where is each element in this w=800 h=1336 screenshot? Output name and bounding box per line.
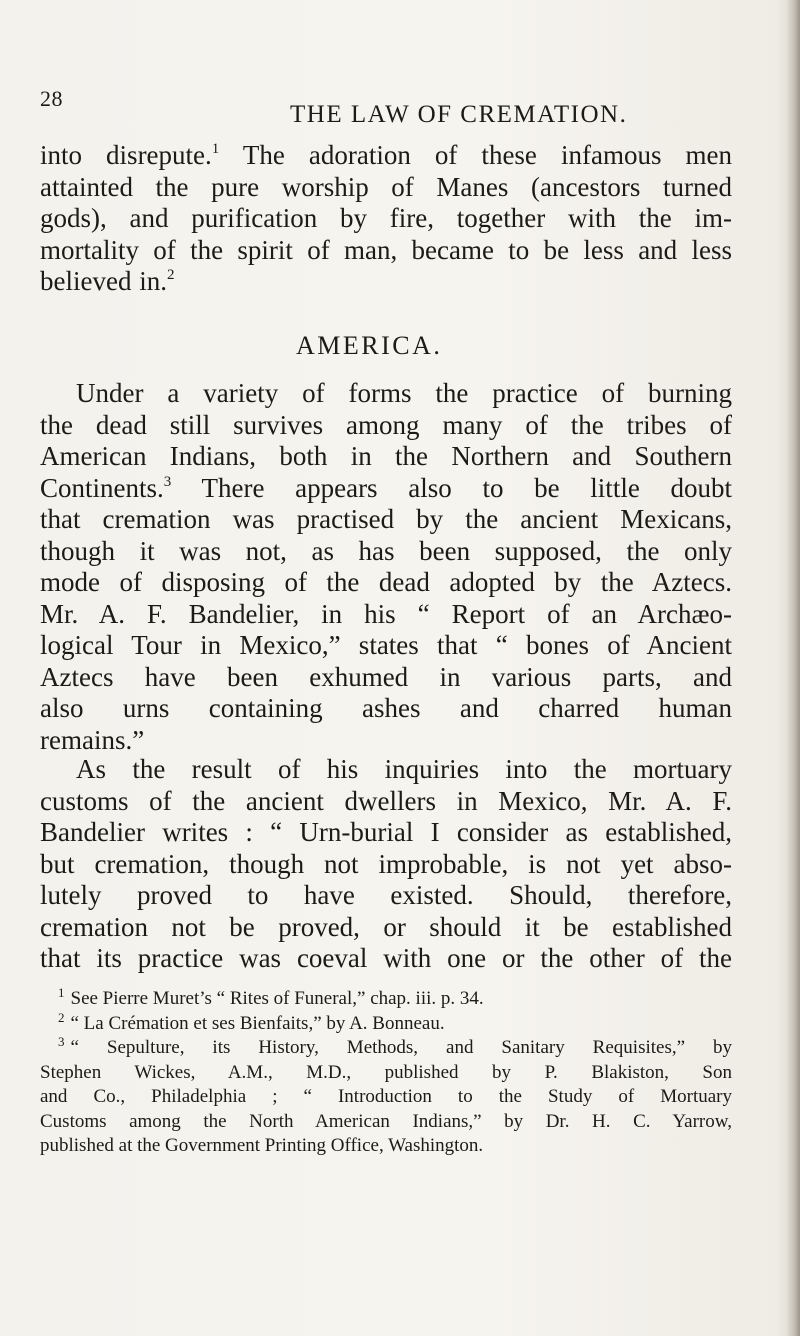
footnote-ref: 1 bbox=[211, 141, 220, 157]
footnote-3-line: published at the Government Printing Office, Washington. bbox=[40, 1135, 484, 1156]
text-line: remains.” bbox=[40, 724, 145, 755]
text-line: Continents.$^3$ There appears also to be little doubt bbox=[40, 472, 732, 503]
footnote-3-line: Customs among the North American Indians,” by Dr. H. C. Yarrow, bbox=[40, 1110, 732, 1132]
text-line: Bandelier writes : “ Urn-burial I consider as established, bbox=[40, 817, 732, 847]
footnote-3-line: Stephen Wickes, A.M., M.D., published by P. Blakiston, Son bbox=[40, 1061, 732, 1083]
text-line: logical Tour in Mexico,” states that “ bones of Ancient bbox=[40, 630, 732, 660]
text-line: though it was not, as has been supposed, the only bbox=[40, 535, 732, 566]
section-heading: AMERICA. bbox=[296, 331, 443, 360]
footnote-3-line: and Co., Philadelphia ; “ Introduction to the Study of Mortuary bbox=[40, 1086, 732, 1107]
running-title: THE LAW OF CREMATION. bbox=[290, 101, 628, 128]
text-line: but cremation, though not improbable, is not yet abso- bbox=[40, 848, 732, 879]
page-number: 28 bbox=[40, 86, 63, 111]
footnote-ref: 3 bbox=[163, 473, 172, 490]
text-line: that cremation was practised by the ancient Mexicans, bbox=[40, 504, 732, 534]
footnote-ref: 2 bbox=[166, 267, 175, 283]
text-line: cremation not be proved, or should it be established bbox=[40, 911, 732, 942]
text-line: customs of the ancient dwellers in Mexico, Mr. A. F. bbox=[40, 785, 732, 816]
paragraph-intro bbox=[40, 140, 732, 298]
text-line: As the result of his inquiries into the mortuary bbox=[76, 754, 732, 784]
text-line: also urns containing ashes and charred human bbox=[40, 693, 732, 723]
text-line: Aztecs have been exhumed in various parts, and bbox=[40, 661, 732, 692]
text-line: Mr. A. F. Bandelier, in his “ Report of an Archæo- bbox=[40, 598, 732, 629]
text-line: the dead still survives among many of the tribes of bbox=[40, 409, 732, 440]
text-line: Under a variety of forms the practice of burning bbox=[76, 378, 732, 408]
footnote-2: $^2$ “ La Crémation et ses Bienfaits,” by A. Bonneau. bbox=[58, 1009, 445, 1034]
text-line: attainted the pure worship of Manes (ancestors turned bbox=[40, 171, 732, 202]
paragraph-bandelier bbox=[40, 754, 732, 975]
text-line: that its practice was coeval with one or the other of the bbox=[40, 943, 732, 973]
text-line: mode of disposing of the dead adopted by the Aztecs. bbox=[40, 567, 732, 597]
footnote-1: $^1$ See Pierre Muret’s “ Rites of Funeral,” chap. iii. p. 34. bbox=[58, 985, 484, 1009]
text-line: into disrepute.$^1$ The adoration of these infamous men bbox=[40, 140, 732, 170]
page-edge-shadow bbox=[786, 0, 800, 1336]
text-line: American Indians, both in the Northern and Southern bbox=[40, 441, 732, 471]
text-line: mortality of the spirit of man, became to be less and less bbox=[40, 234, 732, 265]
footnote-mark: 1 bbox=[58, 985, 65, 1000]
text-line: gods), and purification by fire, together with the im- bbox=[40, 203, 732, 233]
text-line: believed in.$^2$ bbox=[40, 266, 175, 296]
paragraph-america bbox=[40, 378, 732, 756]
footnote-mark: 3 bbox=[58, 1034, 65, 1049]
text-line: lutely proved to have existed. Should, therefore, bbox=[40, 880, 732, 910]
footnotes bbox=[40, 987, 732, 1159]
footnote-3: $^3$ “ Sepulture, its History, Methods, and Sanitary Requisites,” by bbox=[58, 1034, 732, 1058]
footnote-mark: 2 bbox=[58, 1009, 65, 1025]
